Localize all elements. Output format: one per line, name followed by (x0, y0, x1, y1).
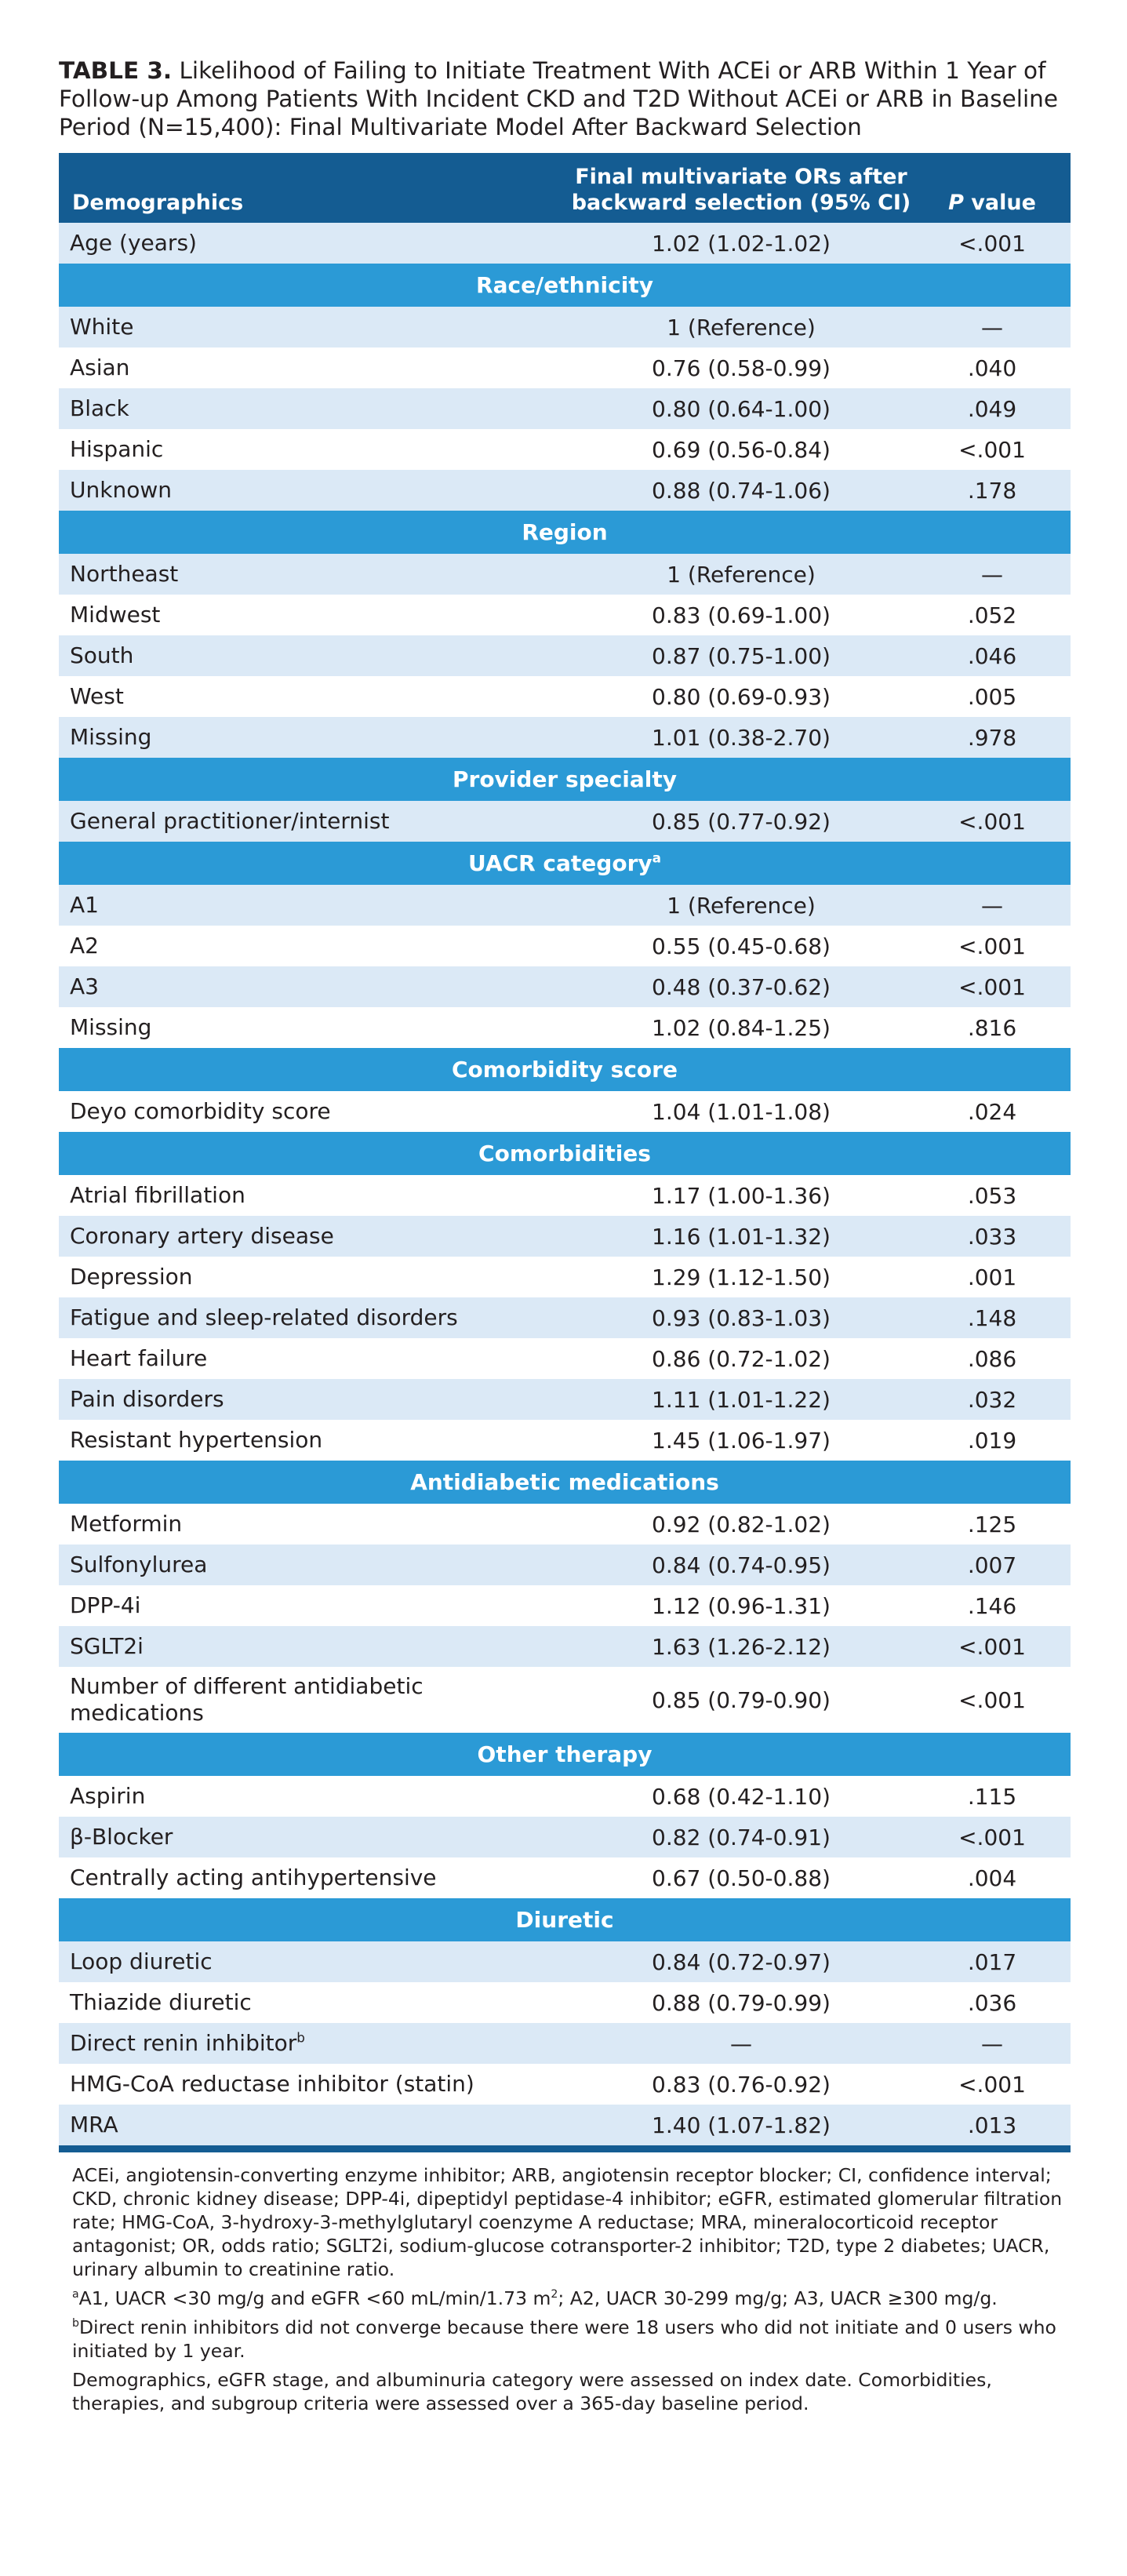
row-label: HMG-CoA reductase inhibitor (statin) (59, 2064, 561, 2105)
header-or-line1: Final multivariate ORs after (575, 165, 907, 189)
row-or: 0.88 (0.79-0.99) (561, 1982, 922, 2023)
row-p: .004 (922, 1857, 1071, 1898)
row-p: <.001 (922, 926, 1071, 966)
row-p: .036 (922, 1982, 1071, 2023)
table-row (59, 1216, 1071, 1257)
footnote-a-sup: 2 (551, 2288, 558, 2301)
row-p: .046 (922, 635, 1071, 676)
row-p: .017 (922, 1941, 1071, 1982)
section-title (59, 842, 1071, 885)
table-row (59, 470, 1071, 511)
row-label: Missing (59, 717, 561, 758)
header-row (59, 153, 1071, 223)
table-label: TABLE 3. (59, 57, 173, 84)
section-title-text: UACR category (468, 850, 653, 876)
row-label: Fatigue and sleep-related disorders (59, 1297, 561, 1338)
row-label: Number of different antidiabetic medications (59, 1667, 561, 1733)
row-p: <.001 (922, 1667, 1071, 1733)
row-label: Sulfonylurea (59, 1545, 561, 1585)
row-or: 0.67 (0.50-0.88) (561, 1857, 922, 1898)
table-row (59, 554, 1071, 595)
section-title: Race/ethnicity (59, 264, 1071, 307)
table-row (59, 885, 1071, 926)
section-title: Diuretic (59, 1898, 1071, 1941)
header-or-line2: backward selection (95% CI) (571, 191, 911, 215)
footnote-a-text2: ; A2, UACR 30-299 mg/g; A3, UACR ≥300 mg/g. (558, 2287, 998, 2309)
table-row (59, 1626, 1071, 1667)
row-label: DPP-4i (59, 1585, 561, 1626)
row-or: 1.40 (1.07-1.82) (561, 2105, 922, 2149)
row-label (59, 2023, 561, 2064)
table-row (59, 307, 1071, 347)
section-title: Other therapy (59, 1733, 1071, 1776)
row-or: 1.01 (0.38-2.70) (561, 717, 922, 758)
row-label: Age (years) (59, 223, 561, 264)
row-label: Unknown (59, 470, 561, 511)
row-or: 0.86 (0.72-1.02) (561, 1338, 922, 1379)
row-or: 1.04 (1.01-1.08) (561, 1091, 922, 1132)
table-row (59, 1545, 1071, 1585)
row-p: .148 (922, 1297, 1071, 1338)
section-header (59, 511, 1071, 554)
table-row (59, 966, 1071, 1007)
row-p: <.001 (922, 1817, 1071, 1857)
row-or: 0.85 (0.77-0.92) (561, 801, 922, 842)
section-header (59, 1733, 1071, 1776)
row-label: Pain disorders (59, 1379, 561, 1420)
table-row (59, 1007, 1071, 1048)
row-or: 1 (Reference) (561, 554, 922, 595)
row-label: Midwest (59, 595, 561, 635)
row-label-text: Direct renin inhibitor (70, 2030, 297, 2056)
row-label: A3 (59, 966, 561, 1007)
section-title: Provider specialty (59, 758, 1071, 801)
row-label: Black (59, 388, 561, 429)
row-or: 0.83 (0.69-1.00) (561, 595, 922, 635)
row-p: .052 (922, 595, 1071, 635)
row-p: <.001 (922, 223, 1071, 264)
footnote-b (72, 2316, 1071, 2363)
table-row (59, 1175, 1071, 1216)
table-page (59, 56, 1071, 2421)
row-or: 0.84 (0.74-0.95) (561, 1545, 922, 1585)
table-row (59, 2064, 1071, 2105)
row-p: .040 (922, 347, 1071, 388)
row-or: — (561, 2023, 922, 2064)
table-row (59, 1817, 1071, 1857)
row-p: <.001 (922, 1626, 1071, 1667)
row-or: 0.82 (0.74-0.91) (561, 1817, 922, 1857)
row-p: .049 (922, 388, 1071, 429)
table-row (59, 347, 1071, 388)
table-row (59, 595, 1071, 635)
row-or: 0.88 (0.74-1.06) (561, 470, 922, 511)
row-or: 1.02 (1.02-1.02) (561, 223, 922, 264)
table-row (59, 1504, 1071, 1545)
row-p: .086 (922, 1338, 1071, 1379)
table-row (59, 388, 1071, 429)
table-footnotes (59, 2163, 1071, 2415)
table-row (59, 223, 1071, 264)
row-or: 0.80 (0.64-1.00) (561, 388, 922, 429)
row-p: .978 (922, 717, 1071, 758)
row-p: .024 (922, 1091, 1071, 1132)
table-row (59, 429, 1071, 470)
header-demographics: Demographics (59, 153, 561, 223)
row-label: Atrial fibrillation (59, 1175, 561, 1216)
row-label: West (59, 676, 561, 717)
row-or: 0.84 (0.72-0.97) (561, 1941, 922, 1982)
row-p: .001 (922, 1257, 1071, 1297)
table-row (59, 2023, 1071, 2064)
section-header (59, 1898, 1071, 1941)
row-label: Heart failure (59, 1338, 561, 1379)
section-title: Antidiabetic medications (59, 1461, 1071, 1504)
table-row (59, 1297, 1071, 1338)
results-table (59, 153, 1071, 2152)
table-row (59, 801, 1071, 842)
table-row (59, 1941, 1071, 1982)
row-label: Coronary artery disease (59, 1216, 561, 1257)
header-or (561, 153, 922, 223)
section-header (59, 1132, 1071, 1175)
footnote-mark-b: b (296, 2029, 305, 2046)
row-p: .032 (922, 1379, 1071, 1420)
table-row (59, 1257, 1071, 1297)
row-p: .019 (922, 1420, 1071, 1461)
row-label: Hispanic (59, 429, 561, 470)
section-header (59, 1461, 1071, 1504)
footnote-b-text: Direct renin inhibitors did not converge because there were 18 users who did not initiate and 0 users who initiated by 1 year. (72, 2316, 1056, 2362)
table-row (59, 1667, 1071, 1733)
row-or: 0.55 (0.45-0.68) (561, 926, 922, 966)
row-or: 0.92 (0.82-1.02) (561, 1504, 922, 1545)
row-label: Thiazide diuretic (59, 1982, 561, 2023)
row-label: Deyo comorbidity score (59, 1091, 561, 1132)
row-label: Aspirin (59, 1776, 561, 1817)
row-p: <.001 (922, 966, 1071, 1007)
footnote-a-text1: A1, UACR <30 mg/g and eGFR <60 mL/min/1.73 m (78, 2287, 551, 2309)
row-label: Metformin (59, 1504, 561, 1545)
row-p: .013 (922, 2105, 1071, 2149)
row-p: — (922, 307, 1071, 347)
section-title: Comorbidities (59, 1132, 1071, 1175)
table-row (59, 1091, 1071, 1132)
row-label: β-Blocker (59, 1817, 561, 1857)
row-or: 0.87 (0.75-1.00) (561, 635, 922, 676)
row-label: Centrally acting antihypertensive (59, 1857, 561, 1898)
table-row (59, 1379, 1071, 1420)
table-row (59, 1420, 1071, 1461)
row-p: .816 (922, 1007, 1071, 1048)
table-row (59, 1338, 1071, 1379)
row-label: Northeast (59, 554, 561, 595)
table-row (59, 1776, 1071, 1817)
row-p: — (922, 885, 1071, 926)
row-p: — (922, 554, 1071, 595)
row-label: A2 (59, 926, 561, 966)
row-label: White (59, 307, 561, 347)
row-p: .053 (922, 1175, 1071, 1216)
header-p-rest: value (963, 191, 1036, 215)
section-header (59, 1048, 1071, 1091)
row-label: Missing (59, 1007, 561, 1048)
row-or: 0.69 (0.56-0.84) (561, 429, 922, 470)
row-label: Depression (59, 1257, 561, 1297)
row-or: 1.45 (1.06-1.97) (561, 1420, 922, 1461)
row-label: Loop diuretic (59, 1941, 561, 1982)
row-p: .007 (922, 1545, 1071, 1585)
row-p: — (922, 2023, 1071, 2064)
row-p: .115 (922, 1776, 1071, 1817)
section-title: Region (59, 511, 1071, 554)
row-or: 1.29 (1.12-1.50) (561, 1257, 922, 1297)
row-label: Resistant hypertension (59, 1420, 561, 1461)
row-p: .178 (922, 470, 1071, 511)
row-p: <.001 (922, 801, 1071, 842)
table-row (59, 2105, 1071, 2149)
row-label: General practitioner/internist (59, 801, 561, 842)
row-or: 0.48 (0.37-0.62) (561, 966, 922, 1007)
section-header (59, 264, 1071, 307)
row-label: MRA (59, 2105, 561, 2149)
row-or: 1.12 (0.96-1.31) (561, 1585, 922, 1626)
footnote-b-mark: b (72, 2317, 79, 2330)
header-pvalue (922, 153, 1071, 223)
section-title: Comorbidity score (59, 1048, 1071, 1091)
table-row (59, 635, 1071, 676)
row-or: 1.17 (1.00-1.36) (561, 1175, 922, 1216)
row-or: 1.16 (1.01-1.32) (561, 1216, 922, 1257)
row-p: .005 (922, 676, 1071, 717)
row-or: 0.83 (0.76-0.92) (561, 2064, 922, 2105)
footnote-a-mark: a (72, 2288, 79, 2301)
table-row (59, 717, 1071, 758)
row-or: 1 (Reference) (561, 307, 922, 347)
row-label: A1 (59, 885, 561, 926)
table-row (59, 1857, 1071, 1898)
row-or: 1.11 (1.01-1.22) (561, 1379, 922, 1420)
table-caption: Likelihood of Failing to Initiate Treatment With ACEi or ARB Within 1 Year of Follow-up Among Patients With Incident CKD and T2D Without ACEi or ARB in Baseline Period (N=15,400): Final Multivariate Model After Backward Selection (59, 57, 1059, 140)
row-or: 1.63 (1.26-2.12) (561, 1626, 922, 1667)
row-p: .033 (922, 1216, 1071, 1257)
row-or: 1 (Reference) (561, 885, 922, 926)
row-p: .125 (922, 1504, 1071, 1545)
row-label: Asian (59, 347, 561, 388)
row-or: 1.02 (0.84-1.25) (561, 1007, 922, 1048)
row-p: .146 (922, 1585, 1071, 1626)
table-row (59, 676, 1071, 717)
row-p: <.001 (922, 429, 1071, 470)
footnote-mark-a: a (652, 850, 661, 866)
footnote-note: Demographics, eGFR stage, and albuminuria category were assessed on index date. Comorbidities, therapies, and subgroup criteria were assessed over a 365-day baseline period. (72, 2369, 992, 2414)
row-label: South (59, 635, 561, 676)
footnote-abbreviations: ACEi, angiotensin-converting enzyme inhibitor; ARB, angiotensin receptor blocker; CI, confidence interval; CKD, chronic kidney disease; DPP-4i, dipeptidyl peptidase-4 inhibitor; eGFR, estimated glomerular filtration rate; HMG-CoA, 3-hydroxy-3-methylglutaryl coenzyme A reductase; MRA, mineralocorticoid receptor antagonist; OR, odds ratio; SGLT2i, sodium-glucose cotransporter-2 inhibitor; T2D, type 2 diabetes; UACR, urinary albumin to creatinine ratio. (72, 2164, 1063, 2280)
row-label: SGLT2i (59, 1626, 561, 1667)
footnote-a (72, 2287, 1071, 2310)
row-or: 0.80 (0.69-0.93) (561, 676, 922, 717)
row-or: 0.68 (0.42-1.10) (561, 1776, 922, 1817)
section-header (59, 758, 1071, 801)
table-title (59, 56, 1071, 141)
row-or: 0.76 (0.58-0.99) (561, 347, 922, 388)
table-row (59, 1585, 1071, 1626)
row-or: 0.93 (0.83-1.03) (561, 1297, 922, 1338)
header-p-italic: P (948, 191, 964, 215)
row-p: <.001 (922, 2064, 1071, 2105)
row-or: 0.85 (0.79-0.90) (561, 1667, 922, 1733)
section-header (59, 842, 1071, 885)
table-row (59, 1982, 1071, 2023)
table-row (59, 926, 1071, 966)
